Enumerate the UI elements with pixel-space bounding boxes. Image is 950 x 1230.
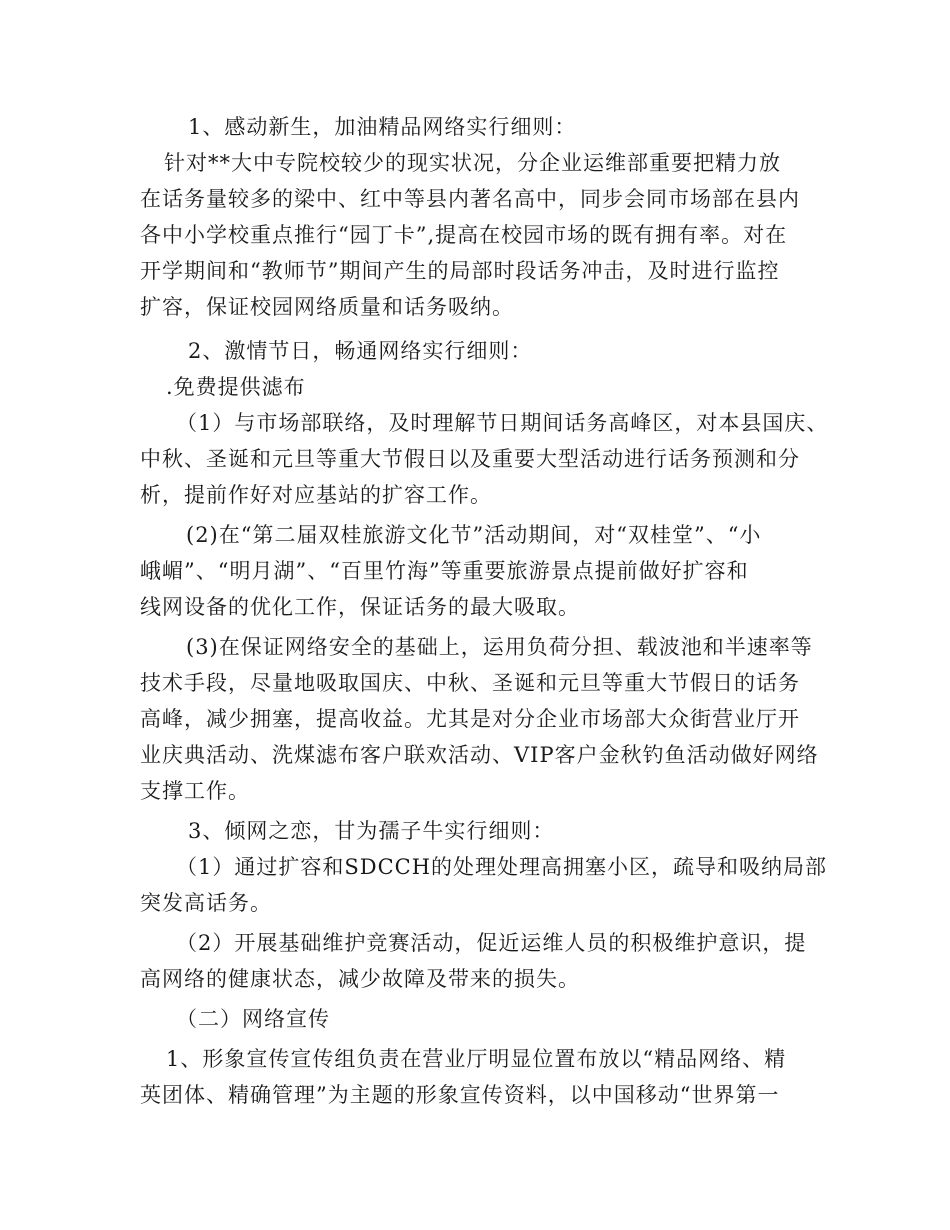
subheading: .免费提供滤布	[166, 375, 306, 399]
paragraph-line: 线网设备的优化工作，保证话务的最大吸取。	[140, 595, 580, 619]
paragraph-line: 中秋、圣诞和元旦等重大节假日以及重要大型活动进行话务预测和分	[140, 447, 800, 471]
paragraph-line: 各中小学校重点推行“园丁卡”,提高在校园市场的既有拥有率。对在	[140, 223, 788, 247]
paragraph-line: 析，提前作好对应基站的扩容工作。	[140, 483, 492, 507]
paragraph-line: （2）开展基础维护竞赛活动，促近运维人员的积极维护意识，提	[176, 931, 807, 955]
paragraph-line: 峨嵋”、“明月湖”、“百里竹海”等重要旅游景点提前做好扩容和	[140, 559, 749, 583]
heading-1: 1、感动新生，加油精品网络实行细则：	[188, 115, 577, 139]
paragraph-line: (3)在保证网络安全的基础上，运用负荷分担、载波池和半速率等	[186, 635, 813, 659]
paragraph-line: 技术手段，尽量地吸取国庆、中秋、圣诞和元旦等重大节假日的话务	[140, 671, 800, 695]
section-heading: （二）网络宣传	[176, 1007, 330, 1031]
paragraph-line: 1、形象宣传宣传组负责在营业厅明显位置布放以“精品网络、精	[166, 1047, 787, 1071]
paragraph-line: 英团体、精确管理”为主题的形象宣传资料，以中国移动“世界第一	[140, 1083, 780, 1107]
paragraph-line: （1）通过扩容和SDCCH的处理处理高拥塞小区，疏导和吸纳局部	[176, 855, 828, 879]
paragraph-line: 在话务量较多的梁中、红中等县内著名高中，同步会同市场部在县内	[140, 187, 800, 211]
paragraph-line: 突发高话务。	[140, 891, 272, 915]
paragraph-line: (2)在“第二届双桂旅游文化节”活动期间，对“双桂堂”、“小	[186, 523, 762, 547]
paragraph-line: 业庆典活动、洗煤滤布客户联欢活动、VIP客户金秋钓鱼活动做好网络	[140, 743, 819, 767]
paragraph-line: 高网络的健康状态，减少故障及带来的损失。	[140, 967, 580, 991]
heading-2: 2、激情节日，畅通网络实行细则：	[188, 339, 533, 363]
paragraph-line: 扩容，保证校园网络质量和话务吸纳。	[140, 295, 514, 319]
paragraph-line: 开学期间和“教师节”期间产生的局部时段话务冲击，及时进行监控	[140, 259, 780, 283]
paragraph-line: （1）与市场部联络，及时理解节日期间话务高峰区，对本县国庆、	[176, 411, 829, 435]
paragraph-line: 高峰，减少拥塞，提高收益。尤其是对分企业市场部大众街营业厅开	[140, 707, 800, 731]
paragraph-line: 针对**大中专院校较少的现实状况，分企业运维部重要把精力放	[164, 151, 781, 175]
heading-3: 3、倾网之恋，甘为孺子牛实行细则：	[188, 819, 555, 843]
paragraph-line: 支撑工作。	[140, 779, 250, 803]
